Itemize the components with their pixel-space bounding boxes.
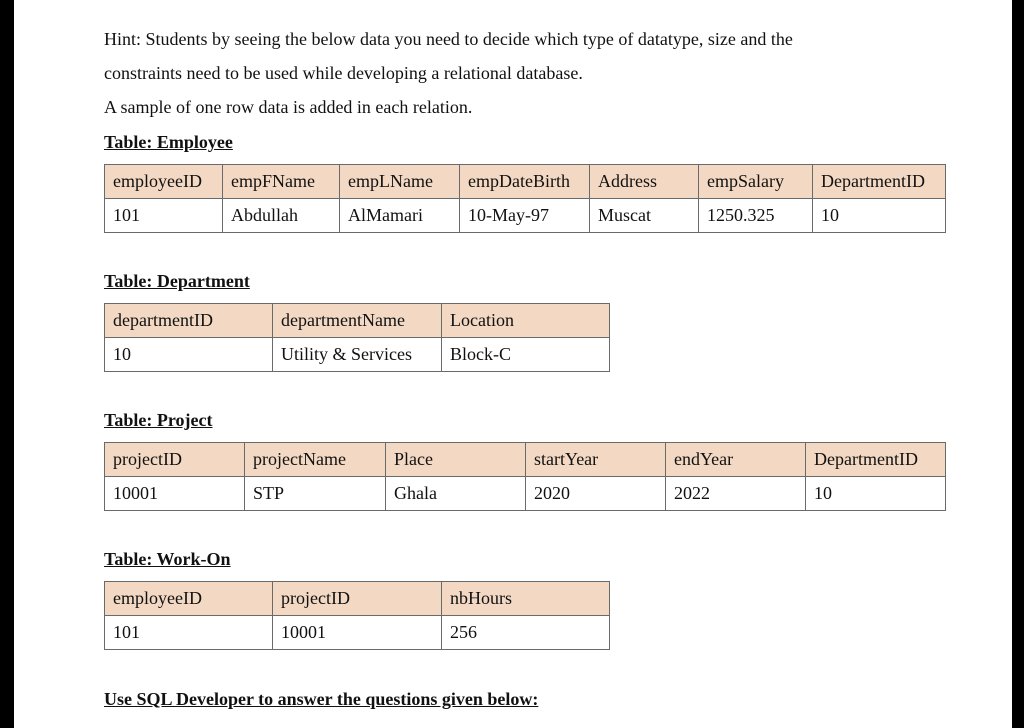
table-cell: STP	[245, 477, 386, 511]
column-header: projectID	[273, 582, 442, 616]
table-cell: 10	[105, 338, 273, 372]
column-header: nbHours	[442, 582, 610, 616]
table-header-row	[105, 582, 610, 616]
table-row	[105, 338, 610, 372]
column-header: empLName	[340, 165, 460, 199]
column-header: empFName	[223, 165, 340, 199]
table-cell: 10001	[105, 477, 245, 511]
column-header: endYear	[666, 443, 806, 477]
table-row	[105, 477, 946, 511]
workon-table-title: Table: Work-On	[104, 549, 231, 569]
table-cell: 101	[105, 616, 273, 650]
column-header: DepartmentID	[813, 165, 946, 199]
table-cell: 10	[806, 477, 946, 511]
workon-table	[104, 581, 610, 650]
table-row	[105, 616, 610, 650]
table-cell: Muscat	[590, 199, 699, 233]
column-header: Location	[442, 304, 610, 338]
column-header: DepartmentID	[806, 443, 946, 477]
hint-line-2: constraints need to be used while developing a relational database.	[104, 63, 583, 83]
employee-table-title: Table: Employee	[104, 132, 233, 152]
document-page	[14, 0, 1012, 728]
table-cell: 10	[813, 199, 946, 233]
table-cell: 256	[442, 616, 610, 650]
column-header: projectName	[245, 443, 386, 477]
column-header: empDateBirth	[460, 165, 590, 199]
table-cell: Ghala	[386, 477, 526, 511]
table-cell: 101	[105, 199, 223, 233]
table-cell: 10-May-97	[460, 199, 590, 233]
column-header: employeeID	[105, 582, 273, 616]
table-cell: 2020	[526, 477, 666, 511]
table-header-row	[105, 165, 946, 199]
table-cell: 1250.325	[699, 199, 813, 233]
hint-line-1: Hint: Students by seeing the below data you need to decide which type of datatype, size and the	[104, 29, 793, 49]
column-header: employeeID	[105, 165, 223, 199]
table-cell: 10001	[273, 616, 442, 650]
department-table	[104, 303, 610, 372]
table-row	[105, 199, 946, 233]
table-cell: Block-C	[442, 338, 610, 372]
project-table-title: Table: Project	[104, 410, 213, 430]
column-header: projectID	[105, 443, 245, 477]
employee-table	[104, 164, 946, 233]
column-header: empSalary	[699, 165, 813, 199]
column-header: Address	[590, 165, 699, 199]
column-header: startYear	[526, 443, 666, 477]
table-cell: Abdullah	[223, 199, 340, 233]
table-cell: AlMamari	[340, 199, 460, 233]
table-cell: Utility & Services	[273, 338, 442, 372]
hint-line-3: A sample of one row data is added in each relation.	[104, 97, 473, 117]
instructions-heading: Use SQL Developer to answer the questions given below:	[104, 689, 539, 709]
table-header-row	[105, 443, 946, 477]
column-header: departmentID	[105, 304, 273, 338]
department-table-title: Table: Department	[104, 271, 250, 291]
table-cell: 2022	[666, 477, 806, 511]
column-header: departmentName	[273, 304, 442, 338]
table-header-row	[105, 304, 610, 338]
project-table	[104, 442, 946, 511]
column-header: Place	[386, 443, 526, 477]
